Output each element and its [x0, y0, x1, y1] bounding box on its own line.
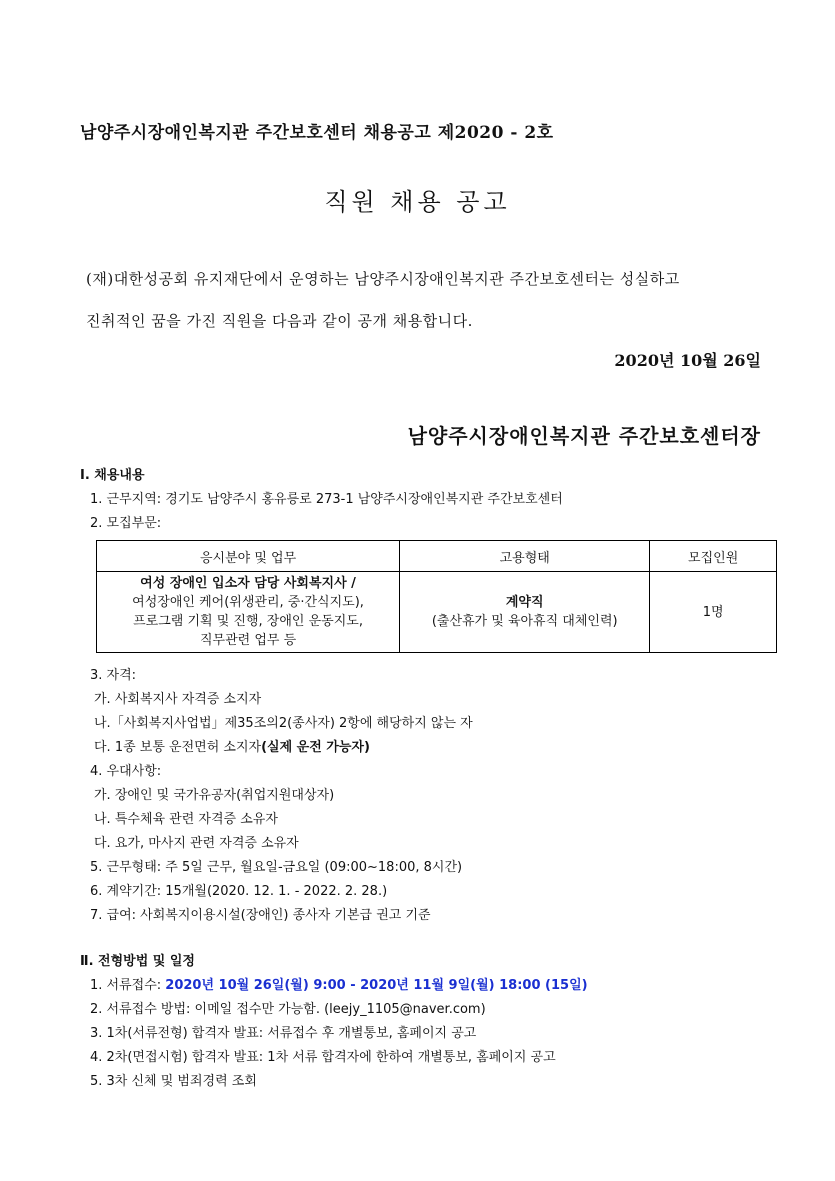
application-period-label: 1. 서류접수: — [90, 978, 166, 993]
qualification-label: 3. 자격: — [90, 668, 137, 683]
table-header-field: 응시분야 및 업무 — [97, 541, 400, 572]
table-row — [97, 572, 777, 653]
application-period-dates: 2020년 10월 26일(월) 9:00 - 2020년 11월 9일(월) 18:00 (15일) — [165, 978, 588, 993]
preference-b: 나. 특수체육 관련 자격증 소유자 — [94, 812, 278, 827]
table-header-type: 고용형태 — [400, 541, 650, 572]
field-line-1: 여성장애인 케어(위생관리, 중·간식지도), — [132, 595, 364, 610]
section-1-title: Ⅰ. 채용내용 — [80, 468, 145, 483]
second-round-announcement: 4. 2차(면접시험) 합격자 발표: 1차 서류 합격자에 한하여 개별통보, 홈페이지 공고 — [90, 1050, 556, 1065]
qualification-c — [94, 736, 370, 755]
field-title: 여성 장애인 입소자 담당 사회복지사 / — [140, 576, 356, 591]
intro-line-1: (재)대한성공회 유지재단에서 운영하는 남양주시장애인복지관 주간보호센터는 성실하고 — [86, 270, 680, 288]
type-cell — [400, 572, 650, 653]
application-method: 2. 서류접수 방법: 이메일 접수만 가능함. (leejy_1105@naver.com) — [90, 1002, 486, 1017]
table-header-row — [97, 541, 777, 572]
employment-type: 계약직 — [505, 595, 544, 610]
application-period — [90, 974, 588, 993]
first-round-announcement: 3. 1차(서류전형) 합격자 발표: 서류접수 후 개별통보, 홈페이지 공고 — [90, 1026, 477, 1041]
field-line-2: 프로그램 기획 및 진행, 장애인 운동지도, — [133, 614, 363, 629]
notice-number: 남양주시장애인복지관 주간보호센터 채용공고 제2020 - 2호 — [80, 123, 554, 143]
qualification-b: 나.「사회복지사업법」제35조의2(종사자) 2항에 해당하지 않는 자 — [94, 716, 473, 731]
intro-line-2: 진취적인 꿈을 가진 직원을 다음과 같이 공개 채용합니다. — [86, 312, 473, 330]
table-header-count: 모집인원 — [650, 541, 777, 572]
employment-type-note: (출산휴가 및 육아휴직 대체인력) — [431, 614, 618, 629]
signature: 남양주시장애인복지관 주간보호센터장 — [407, 424, 761, 448]
qualification-c-emphasis: (실제 운전 가능자) — [261, 740, 370, 755]
page-title: 직원 채용 공고 — [324, 188, 511, 216]
recruit-section-label: 2. 모집부문: — [90, 516, 162, 531]
salary: 7. 급여: 사회복지이용시설(장애인) 종사자 기본급 권고 기준 — [90, 908, 431, 923]
field-cell — [97, 572, 400, 653]
work-location: 1. 근무지역: 경기도 남양주시 홍유릉로 273-1 남양주시장애인복지관 주간보호센터 — [90, 492, 563, 507]
work-type: 5. 근무형태: 주 5일 근무, 월요일-금요일 (09:00~18:00, 8시간) — [90, 860, 463, 875]
field-line-3: 직무관련 업무 등 — [199, 633, 297, 648]
contract-period: 6. 계약기간: 15개월(2020. 12. 1. - 2022. 2. 28.) — [90, 884, 388, 899]
recruit-table — [96, 540, 777, 653]
notice-date: 2020년 10월 26일 — [614, 351, 761, 370]
preference-c: 다. 요가, 마사지 관련 자격증 소유자 — [94, 836, 299, 851]
qualification-c-text: 다. 1종 보통 운전면허 소지자 — [94, 740, 262, 755]
preference-label: 4. 우대사항: — [90, 764, 162, 779]
third-round-check: 5. 3차 신체 및 범죄경력 조회 — [90, 1074, 257, 1089]
qualification-a: 가. 사회복지사 자격증 소지자 — [94, 692, 262, 707]
preference-a: 가. 장애인 및 국가유공자(취업지원대상자) — [94, 788, 335, 803]
section-2-title: Ⅱ. 전형방법 및 일정 — [80, 954, 195, 969]
count-cell: 1명 — [650, 572, 777, 653]
